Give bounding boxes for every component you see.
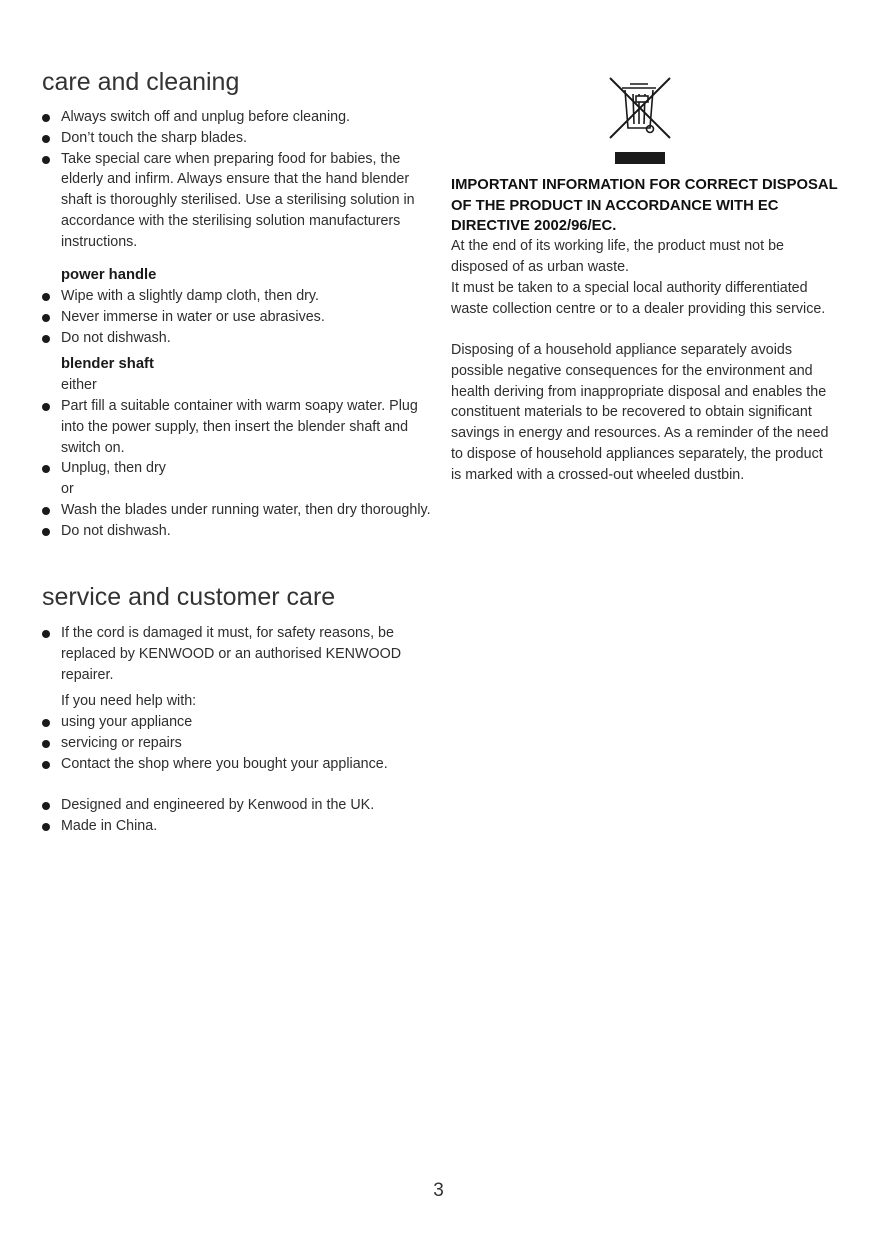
service-heading: service and customer care — [42, 583, 336, 611]
care-general-list — [42, 107, 442, 253]
power-handle-list — [42, 286, 442, 348]
help-list — [42, 712, 442, 774]
list-item: Contact the shop where you bought your appliance. — [42, 754, 442, 775]
list-item: Don’t touch the sharp blades. — [42, 128, 442, 149]
care-heading: care and cleaning — [42, 68, 240, 96]
list-item: Made in China. — [42, 816, 442, 837]
blender-shaft-list-a — [42, 396, 442, 479]
disposal-paragraph: At the end of its working life, the product must not be disposed of as urban waste. — [451, 238, 784, 275]
crossed-out-wheeled-bin-icon — [608, 76, 672, 166]
page-number: 3 — [433, 1180, 444, 1201]
list-item: servicing or repairs — [42, 733, 442, 754]
either-label: either — [61, 377, 97, 393]
disposal-paragraph: It must be taken to a special local authority differentiated waste collection centre or to a dealer providing this service. — [451, 280, 826, 317]
list-item: Part fill a suitable container with warm soapy water. Plug into the power supply, then insert the blender shaft and switch on. — [42, 396, 442, 458]
list-item: Do not dishwash. — [42, 521, 442, 542]
blender-shaft-heading: blender shaft — [61, 356, 154, 372]
list-item: If the cord is damaged it must, for safety reasons, be replaced by KENWOOD or an authorised KENWOOD repairer. — [42, 623, 442, 685]
list-item: Do not dishwash. — [42, 328, 442, 349]
help-intro: If you need help with: — [61, 693, 197, 709]
origin-list — [42, 795, 442, 837]
list-item: Never immerse in water or use abrasives. — [42, 307, 442, 328]
disposal-paragraph: Disposing of a household appliance separately avoids possible negative consequences for the environment and health deriving from inappropriate disposal and enables the constituent materials to be recovered to obtain significant savings in energy and resources. As a reminder of the need to dispose of household appliances separately, the product is marked with a crossed-out wheeled dustbin. — [451, 342, 829, 483]
power-handle-heading: power handle — [61, 267, 157, 283]
list-item: Wash the blades under running water, then dry thoroughly. — [42, 500, 442, 521]
blender-shaft-list-b — [42, 500, 442, 542]
service-cord-list — [42, 623, 442, 685]
or-label: or — [61, 481, 74, 497]
list-item: Unplug, then dry — [42, 458, 442, 479]
list-item: Take special care when preparing food for babies, the elderly and infirm. Always ensure that the hand blender shaft is thoroughly sterilised. Use a sterilising solution in accordance with the sterilising solution manufacturers instructions. — [42, 149, 442, 253]
disposal-heading: IMPORTANT INFORMATION FOR CORRECT DISPOSAL OF THE PRODUCT IN ACCORDANCE WITH EC DIRECTIVE 2002/96/EC. — [451, 177, 838, 234]
list-item: Designed and engineered by Kenwood in the UK. — [42, 795, 442, 816]
list-item: Always switch off and unplug before cleaning. — [42, 107, 442, 128]
list-item: Wipe with a slightly damp cloth, then dry. — [42, 286, 442, 307]
list-item: using your appliance — [42, 712, 442, 733]
